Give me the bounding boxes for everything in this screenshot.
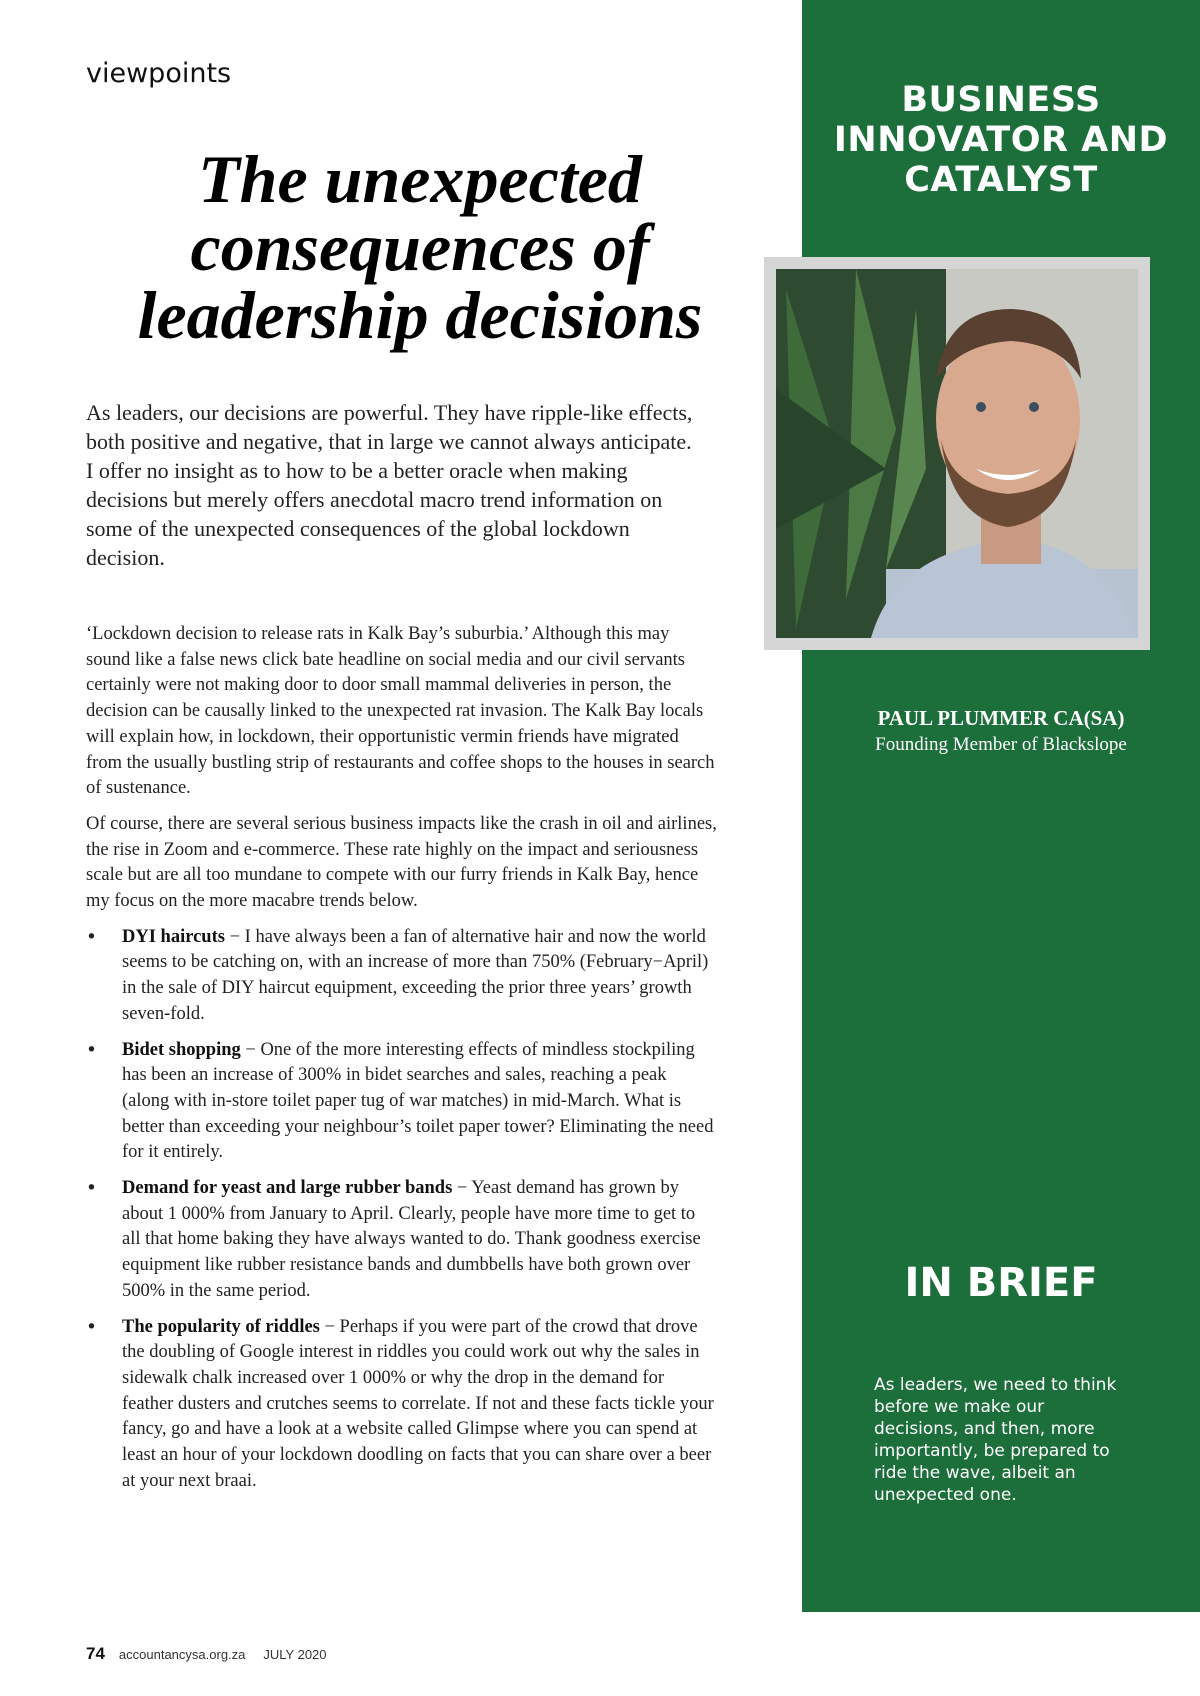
section-label: viewpoints [86,58,232,89]
list-item [86,1176,718,1305]
author-role: Founding Member of Blackslope [875,734,1127,755]
list-item-title: The popularity of riddles [122,1316,320,1337]
body-paragraph: Of course, there are several serious business impacts like the crash in oil and airlines, the rise in Zoom and e-commerce. These rate highly on the impact and seriousness scale but are all too mundane to compete with our furry friends in Kalk Bay, hence my focus on the more macabre trends below. [86,813,717,912]
page-number: 74 [86,1644,105,1663]
sidebar-panel [802,0,1200,1612]
list-item [86,1038,718,1167]
author-credit [802,704,1200,757]
list-item-text: − Yeast demand has grown by about 1 000% from January to April. Clearly, people have more time to get to all that home baking they have always wanted to do. Thank goodness exercise equipment like rubber resistance bands and dumbbells have both grown over 500% in the same period. [122,1178,701,1301]
page-footer [86,1644,327,1664]
sidebar-title: BUSINESS INNOVATOR AND CATALYST [833,80,1169,200]
list-item-title: DYI haircuts [122,926,225,947]
list-item-title: Demand for yeast and large rubber bands [122,1178,453,1199]
article-intro: As leaders, our decisions are powerful. They have ripple-like effects, both positive and negative, that in large we cannot always anticipate. I offer no insight as to how to be a better oracle when making decisions but merely offers anecdotal macro trend information on some of the unexpected consequences of the global lockdown decision. [86,400,693,570]
in-brief-text: As leaders, we need to think before we make our decisions, and then, more importantly, be prepared to ride the wave, albeit an unexpected one. [874,1375,1117,1505]
author-name: PAUL PLUMMER CA(SA) [877,706,1125,730]
author-photo [776,269,1138,638]
list-item [86,1315,718,1495]
list-item [86,925,718,1028]
bullet-icon: • [86,1039,97,1061]
footer-date: JULY 2020 [263,1647,327,1662]
trend-list [86,925,718,1495]
bullet-icon: • [86,926,97,948]
list-item-text: − Perhaps if you were part of the crowd that drove the doubling of Google interest in riddles you could work out why the sales in sidewalk chalk increased over 1 000% or why the drop in the demand for feather dusters and crutches seems to correlate. If not and these facts tickle your fancy, go and have a look at a website called Glimpse where you can spend at least an hour of your lockdown doodling on facts that you can share over a beer at your next braai. [122,1316,714,1491]
footer-website: accountancysa.org.za [118,1647,246,1662]
bullet-icon: • [86,1178,97,1200]
bullet-icon: • [86,1316,97,1338]
list-item-title: Bidet shopping [122,1039,241,1060]
list-item-text: − I have always been a fan of alternative hair and now the world seems to be catching on, with an increase of more than 750% (February−April) in the sale of DIY haircut equipment, exceeding the prior three years’ growth seven-fold. [122,926,709,1024]
author-photo-frame [764,257,1150,650]
article-headline: The unexpected consequences of leadership decisions [137,141,703,353]
article-body [86,622,718,1505]
body-paragraph: ‘Lockdown decision to release rats in Kalk Bay’s suburbia.’ Although this may sound like a false news click bate headline on social media and our civil servants certainly were not making door to door small mammal deliveries in person, the decision can be causally linked to the unexpected rat invasion. The Kalk Bay locals will explain how, in lockdown, their opportunistic vermin friends have migrated from the usually bustling strip of restaurants and coffee shops to the houses in search of sustenance. [86,624,715,799]
in-brief-heading: IN BRIEF [904,1260,1098,1306]
list-item-text: − One of the more interesting effects of mindless stockpiling has been an increase of 300% in bidet searches and sales, reaching a peak (along with in-store toilet paper tug of war matches) in mid-March. What is better than exceeding your neighbour’s toilet paper tower? Eliminating the need for it entirely. [122,1039,714,1163]
author-portrait-image [776,269,1138,638]
